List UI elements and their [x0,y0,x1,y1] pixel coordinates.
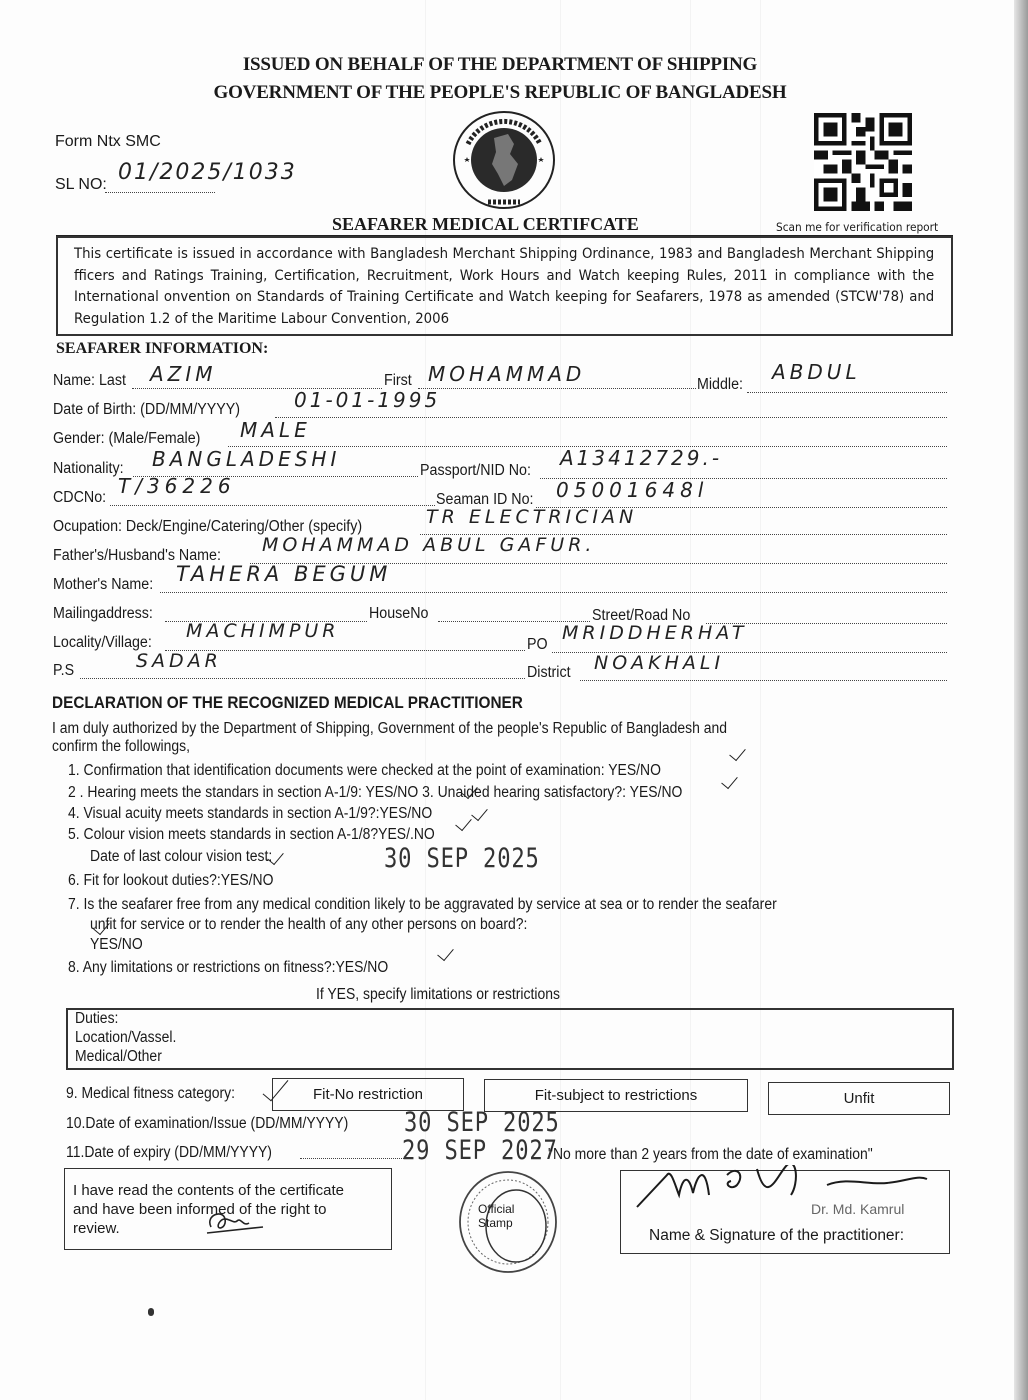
sl-number: 01/2025/1033 [118,160,297,185]
declaration-item-5: 5. Colour vision meets standards in section A-1/8?YES/.NO [68,826,435,843]
po-label: PO [527,636,548,653]
form-number: Form Ntx SMC [55,133,161,150]
cdc-label: CDCNo: [53,489,107,506]
cdc-dots [110,505,435,506]
intro-box [56,236,953,336]
first-name-label: First [384,372,412,389]
checkmark-icon [471,804,488,821]
father-name-label: Father's/Husband's Name: [53,547,221,564]
colour-test-label: Date of last colour vision test: [90,848,273,865]
certificate-title: SEAFARER MEDICAL CERTIFCATE [332,214,639,234]
declaration-item-4: 4. Visual acuity meets standards in section A-1/9?:YES/NO [68,805,433,822]
official-stamp-text: Official Stamp [478,1202,515,1230]
passport-field[interactable]: A13412729.- [560,446,723,470]
fit-subject-label: Fit-subject to restrictions [534,1087,698,1104]
exam-date-label: 10.Date of examination/Issue (DD/MM/YYYY) [66,1115,349,1132]
mother-name-label: Mother's Name: [53,576,154,593]
practitioner-label: Name & Signature of the practitioner: [649,1227,905,1244]
dob-dots [275,417,947,418]
practitioner-name-stamp: Dr. Md. Kamrul [811,1201,905,1217]
declaration-item-1: 1. Confirmation that identification documents were checked at the point of examination: YES/NO [68,762,661,779]
district-label: District [527,664,571,681]
district-dots [580,680,947,681]
nationality-field[interactable]: BANGLADESHI [152,447,341,471]
acknowledgement-text: I have read the contents of the certificate and have been informed of the right to review. [73,1182,344,1237]
middle-name-label: Middle: [697,376,743,393]
fit-no-restriction-label: Fit-No restriction [312,1086,424,1103]
locality-label: Locality/Village: [53,634,152,651]
ps-label: P.S [53,662,75,679]
checkmark-icon [437,944,454,961]
first-name-dots [418,388,696,389]
district-field[interactable]: NOAKHALI [594,652,725,674]
unfit-label: Unfit [843,1090,875,1107]
declaration-item-7-answer: YES/NO [90,936,143,953]
qr-caption: Scan me for verification report [776,220,939,234]
fitness-category-label: 9. Medical fitness category: [66,1085,236,1102]
qr-code-icon[interactable] [814,113,912,211]
limitations-box[interactable] [66,1008,954,1070]
occupation-field[interactable]: TR ELECTRICIAN [426,506,638,528]
mailing-address-label: Mailingaddress: [53,605,153,622]
colour-test-date-stamp: 30 SEP 2025 [384,843,540,874]
seafarer-section-title: SEAFARER INFORMATION: [56,340,269,357]
middle-name-field[interactable]: ABDUL [772,360,861,384]
house-no-label: HouseNo [369,605,429,622]
gender-field[interactable]: MALE [240,418,311,442]
nationality-label: Nationality: [53,460,124,477]
declaration-intro-line2: confirm the followings, [52,738,191,755]
street-road-label: Street/Road No [592,607,691,624]
expiry-note: "No more than 2 years from the date of examination" [548,1146,873,1163]
government-line: GOVERNMENT OF THE PEOPLE'S REPUBLIC OF BANGLADESH [213,82,787,103]
occupation-label: Ocupation: Deck/Engine/Catering/Other (specify) [53,518,363,535]
checkmark-icon [721,772,738,789]
official-stamp-icon [454,1166,562,1276]
passport-label: Passport/NID No: [420,462,531,479]
seafarer-signature [203,1205,273,1237]
sl-dots [105,192,215,193]
limitations-medical: Medical/Other [75,1048,162,1065]
gender-label: Gender: (Male/Female) [53,430,201,447]
dob-field[interactable]: 01-01-1995 [294,388,441,412]
ps-dots [80,678,525,679]
expiry-date-stamp: 29 SEP 2027 [402,1135,558,1166]
expiry-date-label: 11.Date of expiry (DD/MM/YYYY) [66,1144,272,1161]
father-name-field[interactable]: MOHAMMAD ABUL GAFUR. [262,534,596,556]
declaration-item-7: 7. Is the seafarer free from any medical condition likely to be aggravated by service at sea or to render the seafarer [68,896,777,913]
ink-speck [148,1308,154,1316]
po-field[interactable]: MRIDDHERHAT [562,622,748,644]
seaman-id-label: Seaman ID No: [436,491,534,508]
limitations-location: Location/Vassel. [75,1029,177,1046]
declaration-title: DECLARATION OF THE RECOGNIZED MEDICAL PRACTITIONER [52,694,523,712]
mother-name-field[interactable]: TAHERA BEGUM [176,562,392,586]
last-name-label: Name: Last [53,372,126,389]
ps-field[interactable]: SADAR [136,650,222,672]
government-seal-icon [448,108,560,212]
locality-field[interactable]: MACHIMPUR [186,620,340,642]
declaration-item-2-3: 2 . Hearing meets the standars in section A-1/9: YES/NO 3. Unaided hearing satisfactory?: YES/NO [68,784,683,801]
expiry-dots [300,1158,404,1159]
mother-name-dots [160,592,947,593]
first-name-field[interactable]: MOHAMMAD [428,362,586,386]
issuer-line: ISSUED ON BEHALF OF THE DEPARTMENT OF SHIPPING [242,54,758,75]
unfit-option[interactable] [768,1082,950,1115]
if-yes-label: If YES, specify limitations or restrictions [316,986,560,1003]
cdc-field[interactable]: T/36226 [118,474,236,498]
declaration-item-6: 6. Fit for lookout duties?:YES/NO [68,872,274,889]
exam-date-stamp: 30 SEP 2025 [404,1107,560,1138]
last-name-field[interactable]: AZIM [150,362,217,386]
acknowledgement-box [64,1168,392,1250]
declaration-item-7-cont: unfit for service or to render the health of any other persons on board?: [90,916,528,933]
checkmark-icon [455,814,472,831]
seaman-id-field[interactable]: 05001648l [556,478,709,502]
middle-name-dots [747,392,947,393]
declaration-item-8: 8. Any limitations or restrictions on fitness?:YES/NO [68,959,389,976]
dob-label: Date of Birth: (DD/MM/YYYY) [53,401,241,418]
intro-text: This certificate is issued in accordance with Bangladesh Merchant Shipping Ordinance, 1983 and Bangladesh Merchant Shipping fficers and Ratings Training, Certification, Recruitment, Work Hours and Watch keeping Rules, 2011 in compliance with the International onvention on Standards of Training Certificate and Watch keeping for Seafarers, 1978 as amended (STCW'78) and Regulation 1.2 of the Maritime Labour Convention, 2006 [74,246,935,327]
page-edge-shadow [1014,0,1028,1400]
declaration-intro-line1: I am duly authorized by the Department of Shipping, Government of the people's Republic of Bangladesh and [52,720,728,737]
sl-label: SL NO: [55,176,107,193]
checkmark-icon [729,744,746,761]
limitations-duties: Duties: [75,1010,119,1027]
practitioner-signature-box [620,1170,950,1254]
